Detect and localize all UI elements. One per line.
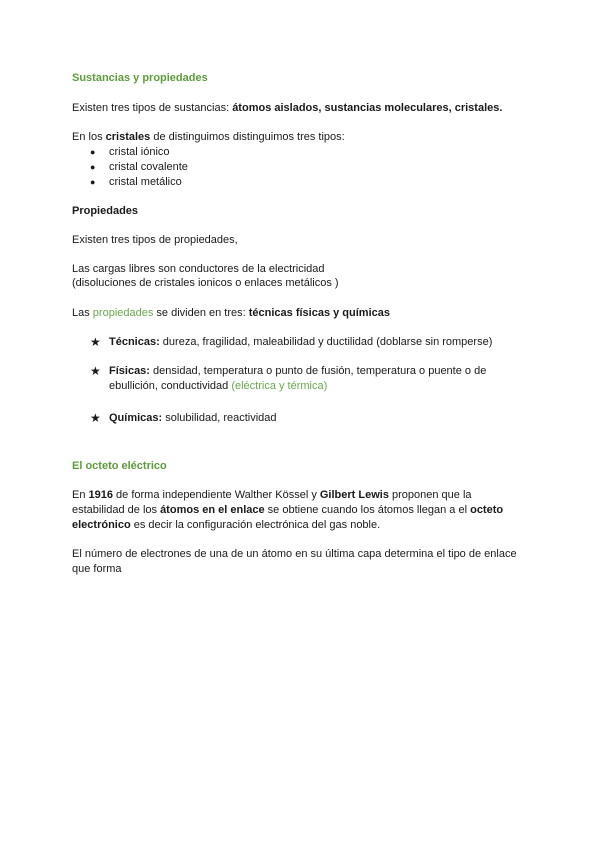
- octeto-text: En: [72, 489, 89, 501]
- octeto-text: estabilidad de los: [72, 504, 161, 516]
- octeto-p4: El número de electrones de una de un átomo en su última capa determina el tipo de enlace: [72, 548, 517, 560]
- year-bold: 1916: [88, 489, 113, 501]
- quimicas-label: Químicas:: [109, 412, 163, 424]
- lewis-bold: Gilbert Lewis: [319, 489, 389, 501]
- section-heading-sustancias: Sustancias y propiedades: [72, 72, 208, 84]
- fisicas-label: Físicas:: [109, 365, 150, 377]
- fisicas-text2: ebullición, conductividad: [109, 380, 232, 392]
- atomos-bold: átomos en el enlace: [160, 504, 265, 516]
- octeto-p5: que forma: [72, 563, 122, 575]
- octeto-p2: [72, 503, 503, 517]
- intro-bold-text: átomos aislados, sustancias moleculares, cristales.: [232, 102, 503, 114]
- intro-text: Existen tres tipos de sustancias:: [72, 102, 233, 114]
- cristales-paragraph: [72, 130, 345, 144]
- propiedades-line2: Las cargas libres son conductores de la electricidad: [72, 263, 325, 275]
- bullet-icon: ●: [90, 177, 96, 187]
- electronico-bold: electrónico: [72, 519, 131, 531]
- divide-paragraph: [72, 306, 390, 320]
- list-item-fisicas: [109, 364, 486, 378]
- bullet-icon: ●: [90, 147, 96, 157]
- propiedades-line3: (disoluciones de cristales ionicos o enlaces metálicos ): [72, 277, 339, 289]
- fisicas-text: densidad, temperatura o punto de fusión, temperatura o puente o de: [149, 365, 487, 377]
- star-icon: ★: [90, 411, 101, 425]
- propiedades-heading: Propiedades: [72, 205, 139, 217]
- quimicas-text: solubilidad, reactividad: [162, 412, 277, 424]
- tecnicas-label: Técnicas:: [109, 336, 160, 348]
- intro-paragraph: [72, 101, 502, 115]
- divide-prefix: Las: [72, 307, 93, 319]
- divide-green-text: propiedades: [92, 307, 154, 319]
- octeto-p1: [72, 488, 472, 502]
- tecnicas-text: dureza, fragilidad, maleabilidad y ductilidad (doblarse sin romperse): [159, 336, 493, 348]
- list-item: cristal covalente: [109, 161, 188, 173]
- octeto-text: de forma independiente Walther Kössel y: [113, 489, 320, 501]
- star-icon: ★: [90, 364, 101, 378]
- propiedades-line1: Existen tres tipos de propiedades,: [72, 234, 238, 246]
- octeto-p3: [72, 518, 380, 532]
- divide-mid: se dividen en tres:: [153, 307, 249, 319]
- bullet-icon: ●: [90, 162, 96, 172]
- divide-bold: técnicas físicas y químicas: [248, 307, 390, 319]
- fisicas-continuation: [109, 379, 327, 393]
- list-item: cristal metálico: [109, 176, 182, 188]
- cristales-suffix: de distinguimos distinguimos tres tipos:: [150, 131, 345, 143]
- list-item-tecnicas: [109, 335, 492, 349]
- octeto-bold: octeto: [470, 504, 504, 516]
- cristales-bold: cristales: [105, 131, 151, 143]
- octeto-text: es decir la configuración electrónica del gas noble.: [130, 519, 381, 531]
- cristales-prefix: En los: [72, 131, 106, 143]
- octeto-text: se obtiene cuando los átomos llegan a el: [264, 504, 471, 516]
- octeto-text: proponen que la: [388, 489, 472, 501]
- list-item-quimicas: [109, 411, 277, 425]
- section-heading-octeto: El octeto eléctrico: [72, 460, 167, 472]
- list-item: cristal iónico: [109, 146, 170, 158]
- fisicas-green-text: (eléctrica y térmica): [231, 380, 328, 392]
- star-icon: ★: [90, 335, 101, 349]
